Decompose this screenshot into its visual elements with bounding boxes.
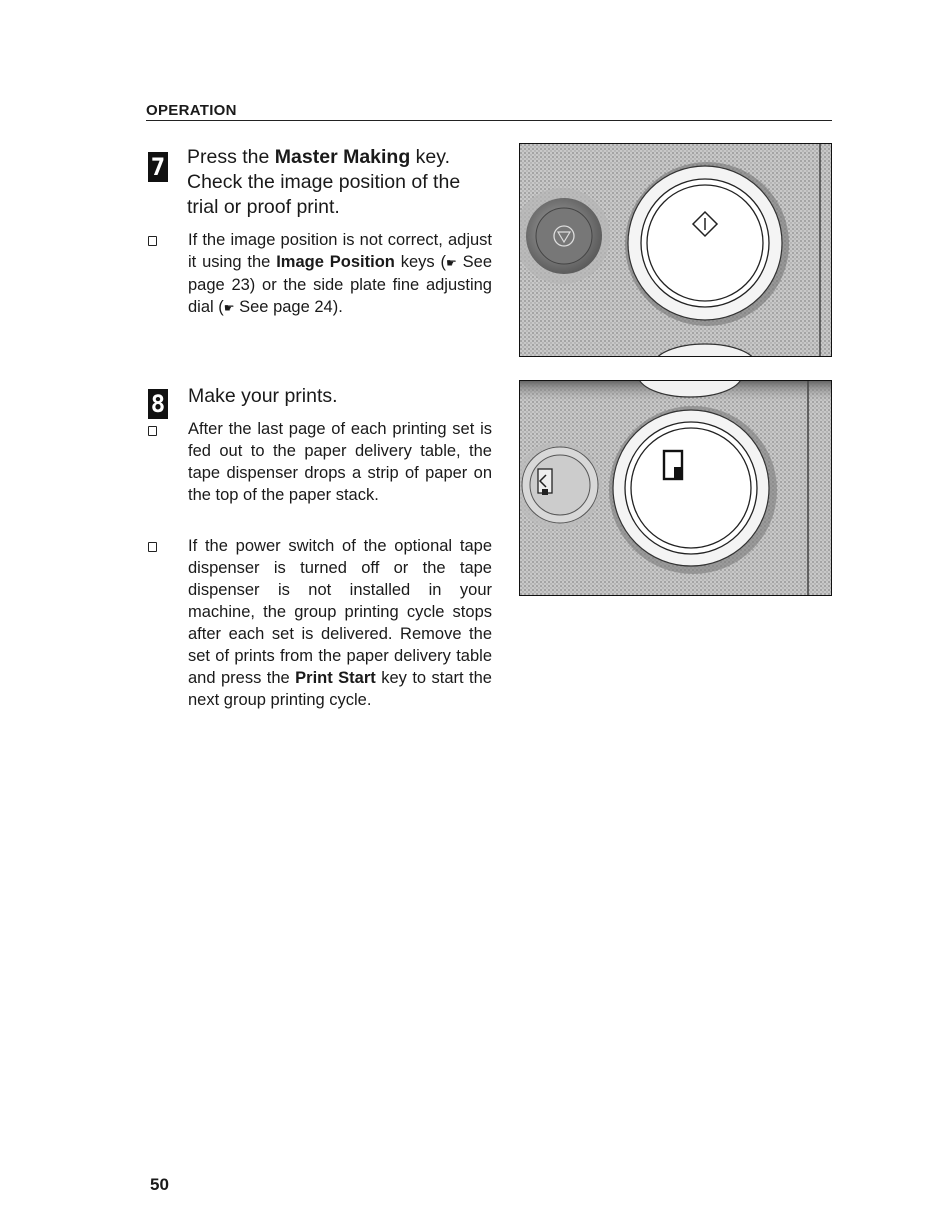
- step-8-note-2: If the power switch of the optional tape dispenser is turned off or the tape dispenser is not installed in your machine, the group printing cycle stops after each set is delivered. Remove the set of prints from the paper delivery table and press the Print Start key to start the next group printing cycle.: [188, 537, 492, 709]
- checkbox-bullet-icon: [148, 236, 157, 246]
- page-number: 50: [150, 1175, 169, 1194]
- master-making-key-photo: [519, 143, 832, 357]
- step-8-note-1: After the last page of each printing set is fed out to the paper delivery table, the tape dispenser drops a strip of paper on the top of the paper stack.: [188, 420, 492, 504]
- section-title: OPERATION: [146, 102, 237, 119]
- checkbox-bullet-icon: [148, 426, 157, 436]
- checkbox-bullet-icon: [148, 542, 157, 552]
- master-making-key-label: Master Making: [274, 146, 411, 168]
- page-ref-23: See page 23: [188, 253, 493, 294]
- pointing-hand-icon: ☛: [446, 256, 457, 270]
- print-start-key-photo: [519, 380, 832, 596]
- page-ref-24: See page 24: [239, 298, 333, 316]
- step-7-note: If the image position is not correct, adjust it using the Image Position keys (☛ See page 23) or the side plate fine adjusting dial (☛ See page 24).: [188, 231, 493, 316]
- step-8-instruction: Make your prints.: [188, 385, 338, 407]
- step-7-instruction: Press the Master Making key. Check the image position of the trial or proof print.: [187, 146, 461, 218]
- step-7-badge: 7: [148, 152, 168, 182]
- step-8-badge: 8: [148, 389, 168, 419]
- section-header: [146, 102, 832, 121]
- pointing-hand-icon: ☛: [223, 301, 235, 315]
- print-start-key-label: Print Start: [295, 669, 376, 687]
